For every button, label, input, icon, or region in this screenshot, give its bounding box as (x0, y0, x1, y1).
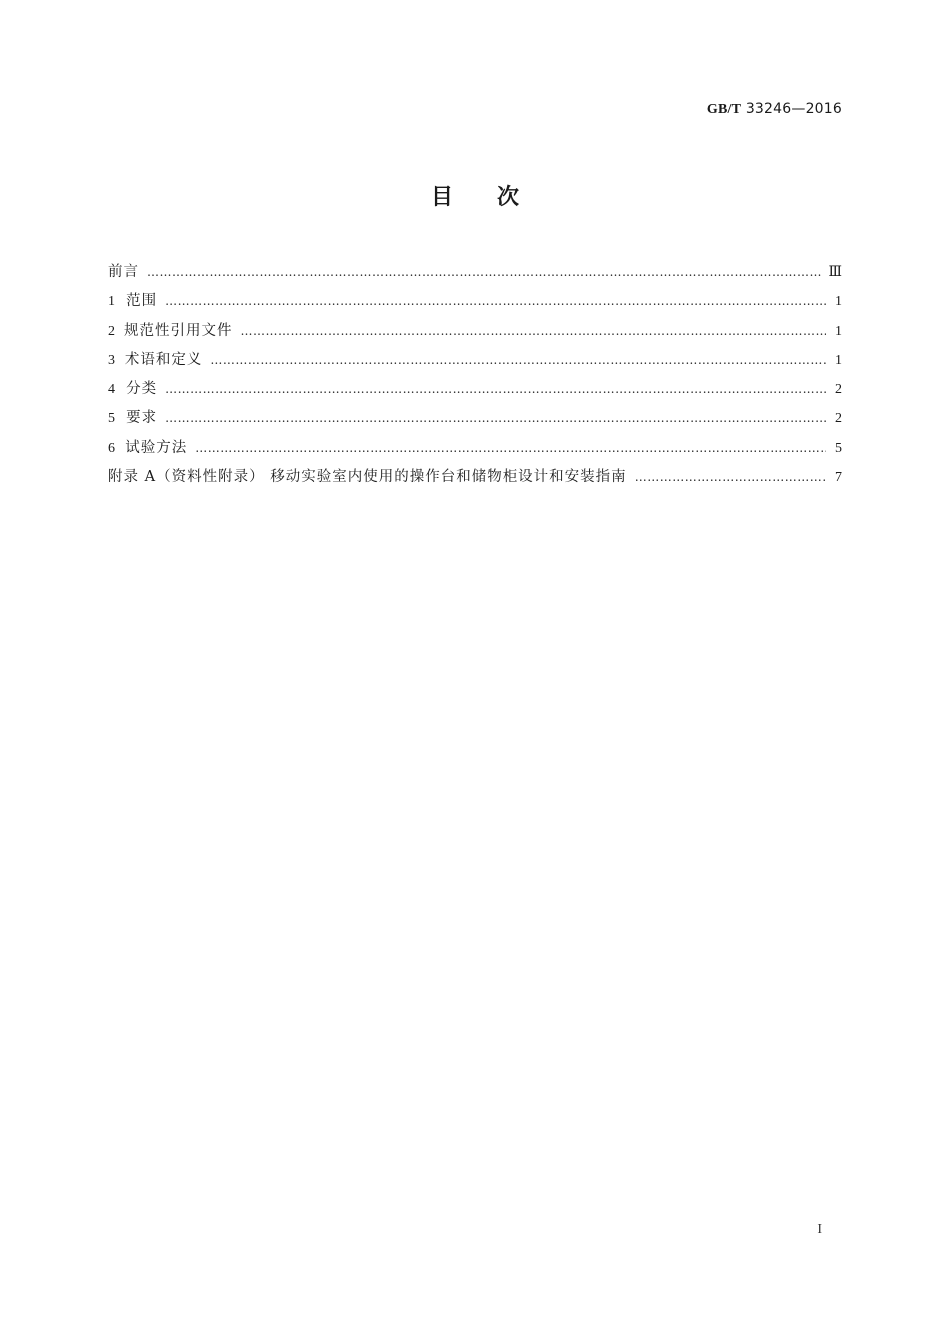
toc-entry-terms-definitions[interactable] (108, 346, 842, 375)
toc-entry-label: 分类 (126, 381, 158, 398)
toc-entry-page: 1 (835, 323, 842, 339)
toc-leader-dots (195, 434, 826, 463)
standard-year-number: 33246—2016 (745, 101, 842, 117)
toc-leader-dots (635, 463, 826, 492)
toc-title (0, 180, 950, 211)
toc-entry-normative-references[interactable] (108, 317, 842, 346)
toc-title-char-2: 次 (497, 185, 520, 210)
toc-entry-label: 前言 (108, 264, 139, 280)
toc-entry-test-methods[interactable] (108, 434, 842, 463)
toc-entry-label: 附录 A（资料性附录） 移动实验室内使用的操作台和储物柜设计和安装指南 (108, 469, 627, 486)
toc-entry-page: 2 (835, 382, 842, 398)
toc-entry-page: Ⅲ (828, 265, 842, 280)
toc-entry-label: 规范性引用文件 (124, 322, 233, 339)
toc-entry-label: 术语和定义 (124, 351, 203, 368)
toc-entry-annex-a[interactable] (108, 463, 842, 492)
toc-entry-number: 1 (108, 294, 115, 310)
toc-leader-dots (165, 375, 826, 404)
toc-entry-number: 2 (108, 323, 115, 339)
toc-entry-foreword[interactable] (108, 258, 842, 287)
standard-code: GB/T (706, 102, 742, 117)
toc-leader-dots (147, 258, 822, 287)
toc-entry-number: 5 (108, 411, 115, 427)
standard-number (707, 101, 842, 118)
toc-entry-page: 7 (835, 470, 842, 486)
toc-entry-number: 3 (108, 352, 115, 368)
table-of-contents (108, 258, 842, 492)
toc-entry-number: 4 (108, 382, 115, 398)
toc-entry-requirements[interactable] (108, 404, 842, 433)
toc-entry-classification[interactable] (108, 375, 842, 404)
toc-leader-dots (241, 317, 826, 346)
toc-leader-dots (210, 346, 826, 375)
toc-entry-page: 2 (835, 411, 842, 427)
toc-entry-label: 范围 (126, 293, 158, 310)
toc-entry-number: 6 (108, 440, 115, 456)
page-number: I (817, 1222, 822, 1237)
toc-entry-page: 1 (835, 352, 842, 368)
toc-entry-page: 1 (835, 294, 842, 310)
toc-entry-page: 5 (835, 440, 842, 456)
toc-entry-label: 试验方法 (125, 439, 188, 456)
toc-entry-scope[interactable] (108, 287, 842, 316)
toc-leader-dots (165, 404, 826, 433)
toc-leader-dots (165, 287, 826, 316)
toc-entry-label: 要求 (126, 410, 158, 427)
toc-title-char-1: 目 (430, 185, 453, 210)
